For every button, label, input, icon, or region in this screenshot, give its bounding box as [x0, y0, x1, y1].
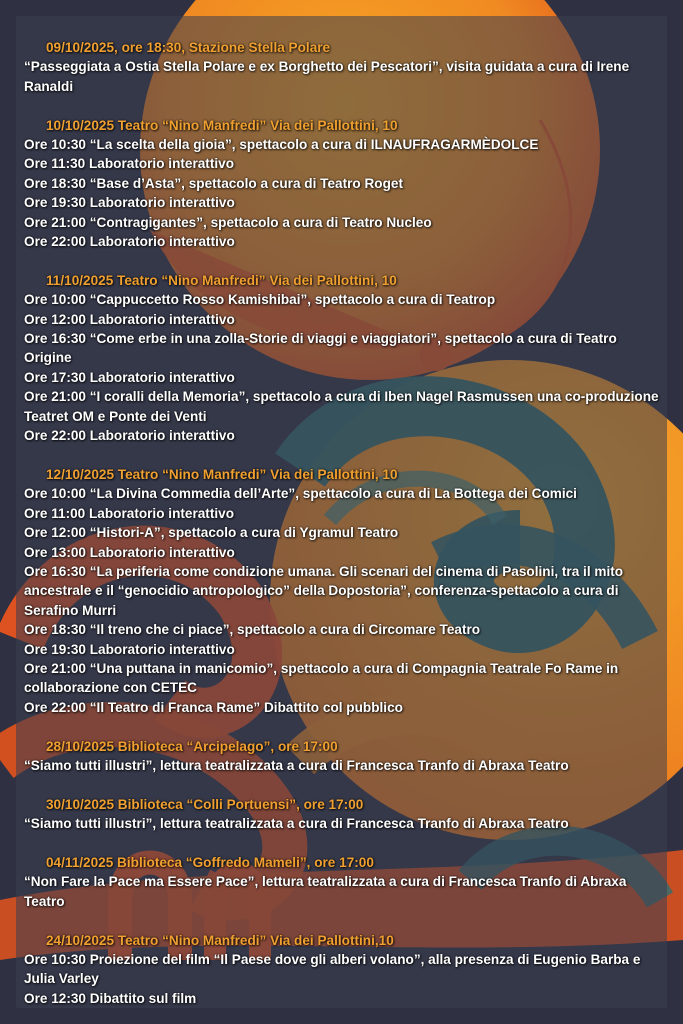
event-item: “Siamo tutti illustri”, lettura teatralizzata a cura di Francesca Tranfo di Abraxa Teatro — [24, 757, 569, 773]
event-day-block — [24, 465, 664, 717]
event-item: Ore 22:00 “Il Teatro di Franca Rame” Dibattito col pubblico — [24, 699, 403, 715]
event-item: Ore 17:30 Laboratorio interattivo — [24, 369, 235, 385]
event-item: Ore 12:30 Dibattito sul film — [24, 990, 197, 1006]
event-item: Ore 12:00 Laboratorio interattivo — [24, 311, 235, 327]
event-day-heading: 24/10/2025 Teatro “Nino Manfredi” Via dei Pallottini,10 — [46, 932, 394, 948]
event-day-block — [24, 795, 664, 834]
event-item: Ore 13:00 Laboratorio interattivo — [24, 544, 235, 560]
event-day-heading: 10/10/2025 Teatro “Nino Manfredi” Via dei Pallottini, 10 — [46, 117, 398, 133]
event-item: Ore 19:30 Laboratorio interattivo — [24, 641, 235, 657]
event-item: Ore 16:30 “La periferia come condizione umana. Gli scenari del cinema di Pasolini, tra il mito ancestrale e il “genocidio antropologico” della Dopostoria”, conferenza-spettacolo a cura di Serafino Murri — [24, 563, 624, 618]
event-day-heading: 09/10/2025, ore 18:30, Stazione Stella Polare — [46, 40, 331, 55]
event-item: “Siamo tutti illustri”, lettura teatralizzata a cura di Francesca Tranfo di Abraxa Teatro — [24, 816, 569, 832]
event-item: Ore 21:00 “I coralli della Memoria”, spettacolo a cura di Iben Nagel Rasmussen una co-produzione Teatret OM e Ponte dei Venti — [24, 389, 659, 424]
event-item: Ore 10:30 “La scelta della gioia”, spettacolo a cura di ILNAUFRAGARMÈDOLCE — [24, 137, 539, 153]
event-item: Ore 22:00 Laboratorio interattivo — [24, 234, 235, 250]
event-item: “Non Fare la Pace ma Essere Pace”, lettura teatralizzata a cura di Francesca Tranfo di Abraxa Teatro — [24, 874, 627, 909]
event-day-heading: 11/10/2025 Teatro “Nino Manfredi” Via dei Pallottini, 10 — [46, 272, 397, 288]
event-day-block — [24, 116, 664, 252]
event-item: Ore 16:30 “Come erbe in una zolla-Storie di viaggi e viaggiatori”, spettacolo a cura di Teatro Origine — [24, 331, 617, 366]
event-day-heading: 04/11/2025 Biblioteca “Goffredo Mameli”, ore 17:00 — [46, 854, 374, 870]
event-item: Ore 18:30 “Il treno che ci piace”, spettacolo a cura di Circomare Teatro — [24, 622, 481, 638]
event-day-block — [24, 931, 664, 1009]
event-item: Ore 21:00 “Una puttana in manicomio”, spettacolo a cura di Compagnia Teatrale Fo Rame in collaborazione con CETEC — [24, 660, 619, 696]
event-item: Ore 18:30 “Base d’Asta”, spettacolo a cura di Teatro Roget — [24, 175, 403, 191]
event-program — [24, 38, 664, 1024]
event-item: Ore 10:30 Proiezione del film “Il Paese dove gli alberi volano”, alla presenza di Eugenio Barba e Julia Varley — [24, 951, 641, 987]
event-item: Ore 10:00 “La Divina Commedia dell’Arte”, spettacolo a cura di La Bottega dei Comici — [24, 486, 577, 502]
event-item: Ore 12:00 “Histori-A”, spettacolo a cura di Ygramul Teatro — [24, 525, 399, 541]
event-day-heading: 28/10/2025 Biblioteca “Arcipelago”, ore 17:00 — [46, 738, 338, 754]
event-item: “Passeggiata a Ostia Stella Polare e ex Borghetto dei Pescatori”, visita guidata a cura di Irene Ranaldi — [24, 59, 630, 94]
event-item: Ore 11:30 Laboratorio interattivo — [24, 156, 235, 172]
event-day-block — [24, 737, 664, 776]
event-item: Ore 11:00 Laboratorio interattivo — [24, 505, 235, 521]
event-item: Ore 10:00 “Cappuccetto Rosso Kamishibai”, spettacolo a cura di Teatrop — [24, 292, 496, 308]
event-day-block — [24, 271, 664, 446]
event-day-heading: 30/10/2025 Biblioteca “Colli Portuensi”, ore 17:00 — [46, 796, 364, 812]
event-day-block — [24, 38, 664, 96]
event-item: Ore 21:00 “Contragigantes”, spettacolo a cura di Teatro Nucleo — [24, 214, 432, 230]
event-day-block — [24, 853, 664, 911]
event-day-heading: 12/10/2025 Teatro “Nino Manfredi” Via dei Pallottini, 10 — [46, 466, 398, 482]
event-item: Ore 19:30 Laboratorio interattivo — [24, 195, 235, 211]
event-item: Ore 22:00 Laboratorio interattivo — [24, 428, 235, 444]
